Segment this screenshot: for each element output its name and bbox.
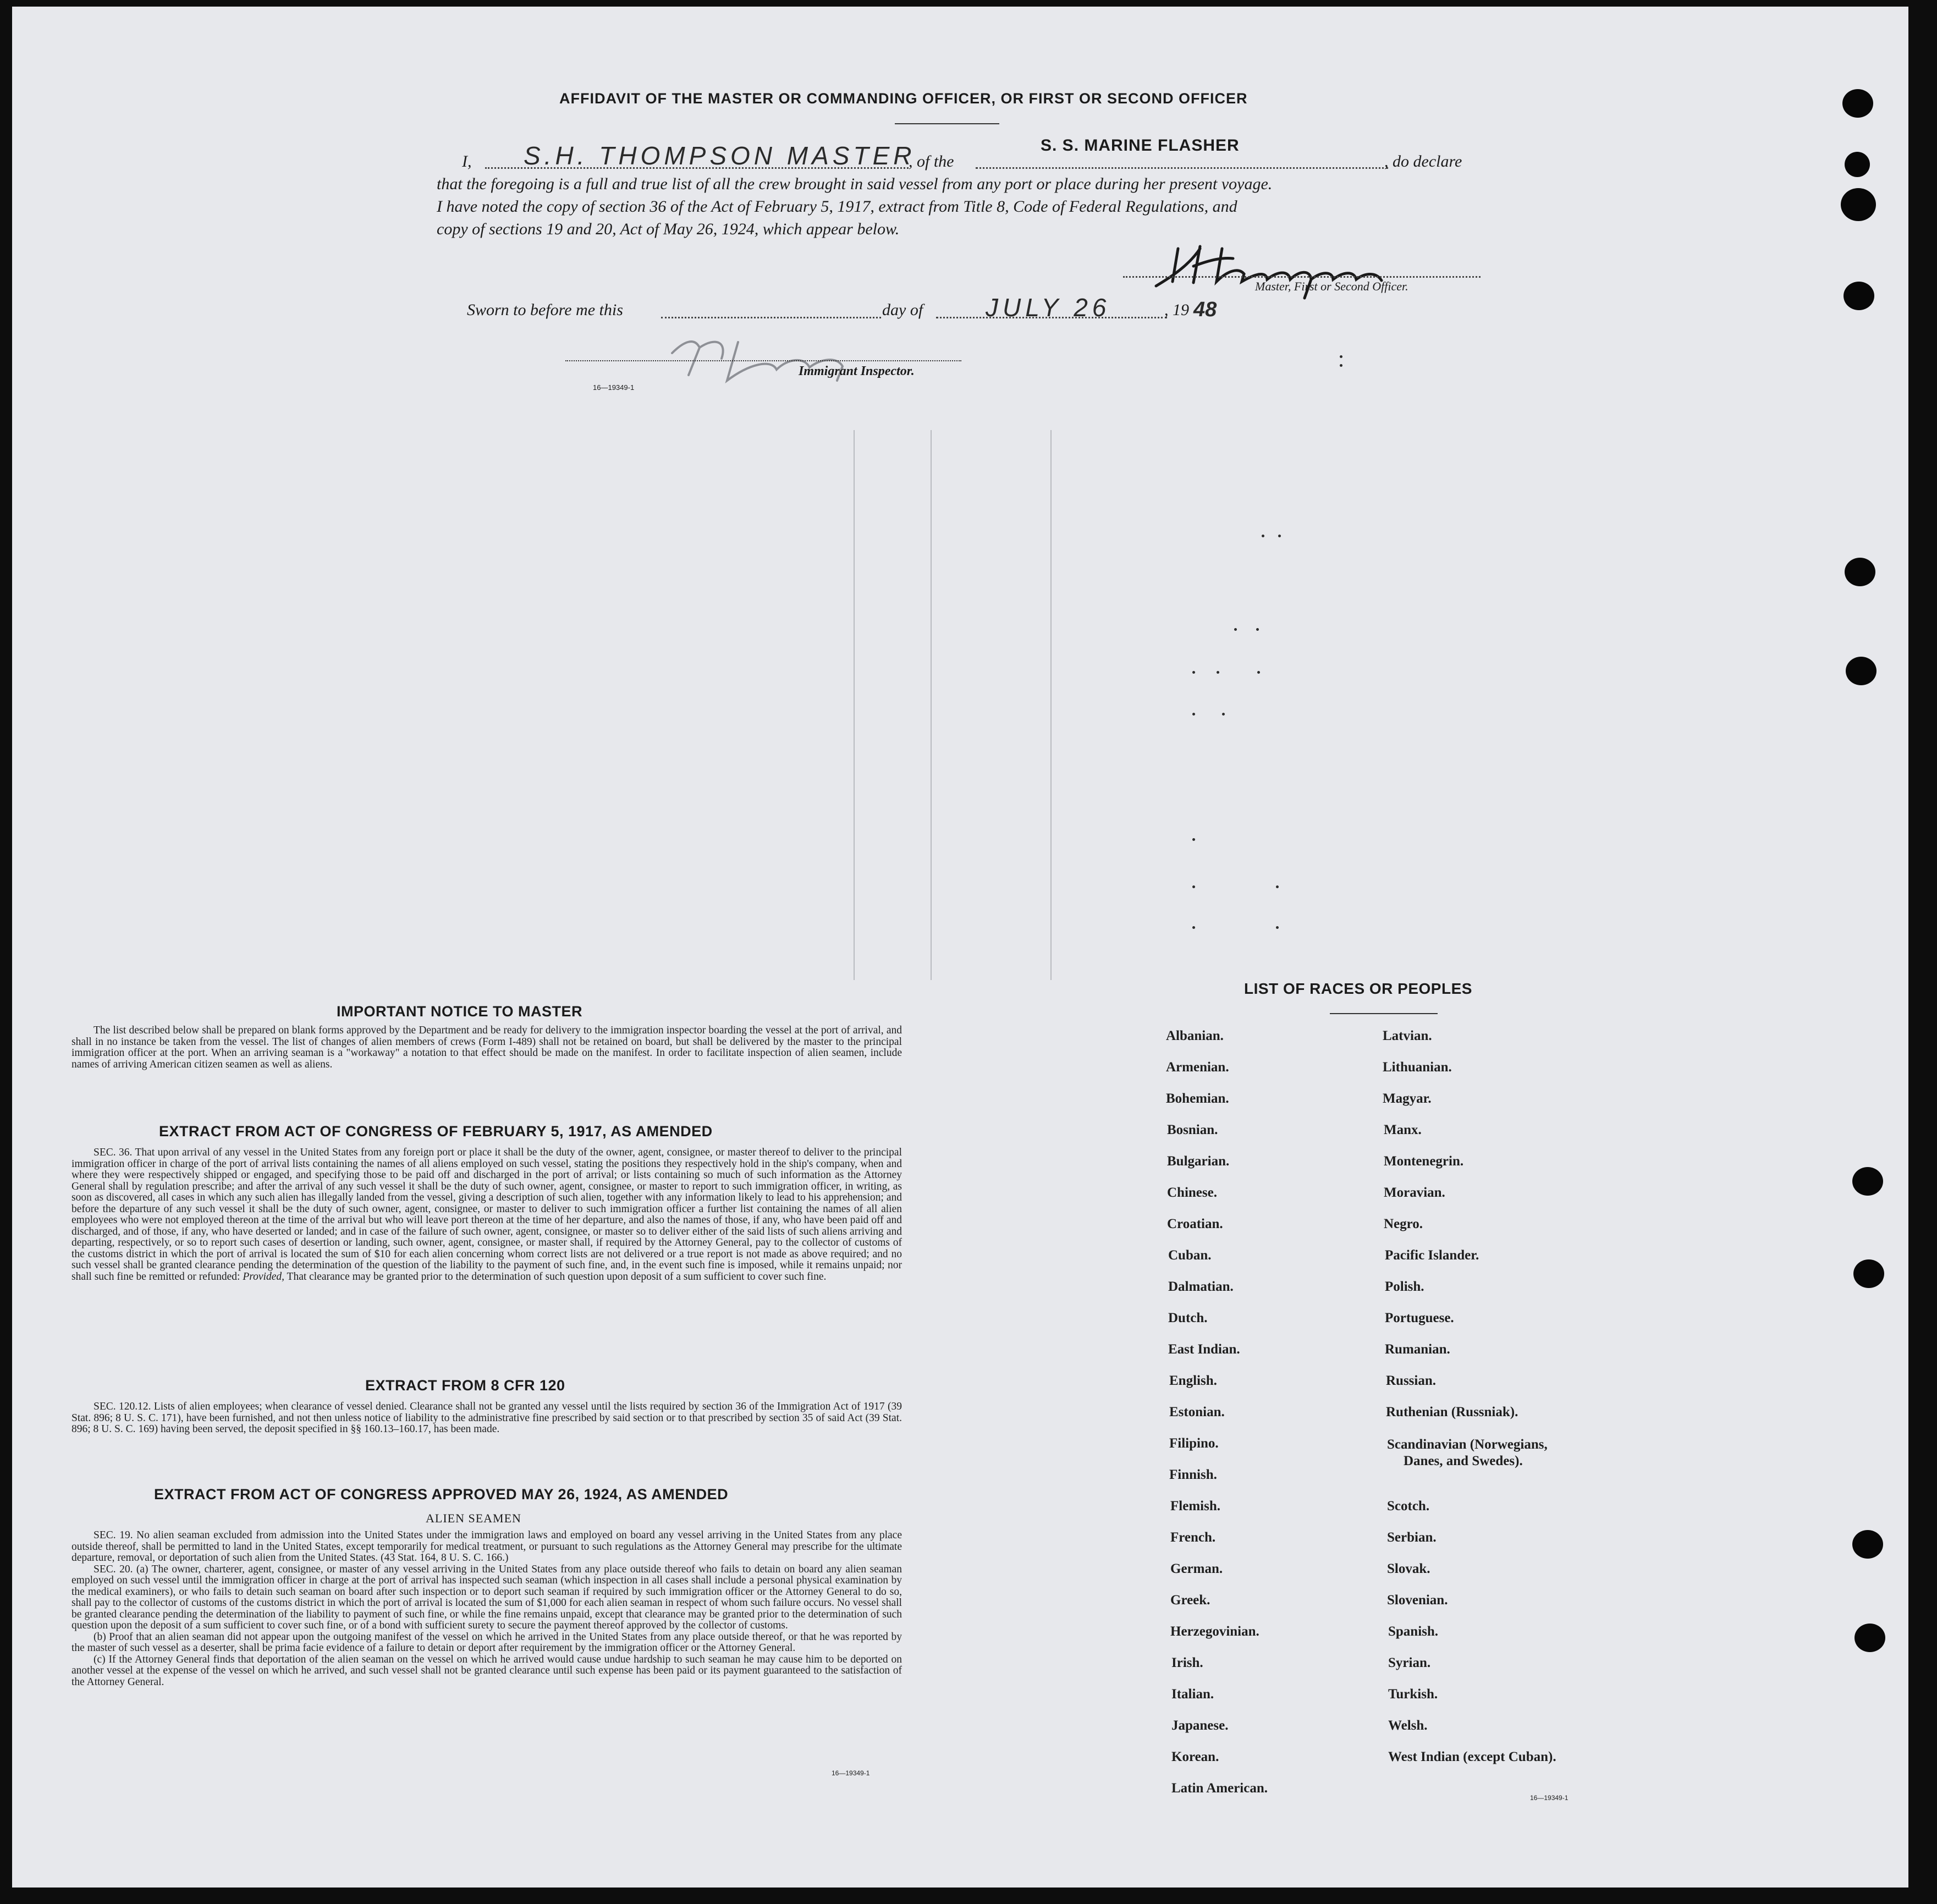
race-left: Italian. (1171, 1687, 1214, 1702)
race-right: Spanish. (1388, 1624, 1439, 1639)
race-left: Chinese. (1167, 1185, 1217, 1200)
inspector-line (565, 360, 961, 361)
affidavit-line-2: that the foregoing is a full and true list of all the crew brought in said vessel from any port or place during her present voyage. (437, 175, 1273, 193)
speck (1276, 926, 1279, 929)
races-title-rule (1330, 1013, 1438, 1014)
speck (1192, 713, 1195, 716)
race-left: Croatian. (1167, 1217, 1223, 1231)
speck (1340, 364, 1342, 367)
sworn-label: Sworn to before me this (467, 301, 623, 319)
race-left: Armenian. (1166, 1060, 1229, 1075)
extract-1924-subtitle: ALIEN SEAMEN (426, 1511, 521, 1525)
race-right: Lithuanian. (1383, 1060, 1452, 1075)
proviso-word: Provided, (243, 1270, 284, 1283)
race-right: Slovenian. (1387, 1593, 1448, 1608)
race-right: Pacific Islander. (1385, 1248, 1479, 1263)
race-right: Rumanian. (1385, 1342, 1450, 1357)
race-left: Dalmatian. (1168, 1279, 1234, 1294)
race-right: Danes, and Swedes). (1404, 1454, 1523, 1468)
speck (1276, 885, 1279, 888)
punch-hole (1852, 1167, 1883, 1196)
race-left: English. (1169, 1373, 1217, 1388)
proviso-text: That clearance may be granted prior to the determination of such question upon deposit of a sum sufficient to cover such fine. (287, 1270, 827, 1283)
affidavit-title: AFFIDAVIT OF THE MASTER OR COMMANDING OFFICER, OR FIRST OR SECOND OFFICER (559, 90, 1248, 107)
affidavit-line-3: I have noted the copy of section 36 of the Act of February 5, 1917, extract from Title 8, Code of Federal Regulations, and (437, 197, 1237, 216)
title-rule (895, 123, 999, 124)
sec-19-text: SEC. 19. No alien seaman excluded from admission into the United States under the immigration laws and employed on board any vessel arriving in the United States from any place outside thereof, shall be permitted to land in the United States, except temporarily for medical treatment, or pursuant to such regulations as the Attorney General may prescribe for the ultimate departure, removal, or deportation of such alien from the United States. (43 Stat. 164, 8 U. S. C. 166.) (71, 1529, 902, 1564)
notice-title: IMPORTANT NOTICE TO MASTER (337, 1003, 582, 1020)
races-title: LIST OF RACES OR PEOPLES (1244, 980, 1472, 997)
punch-hole (1842, 89, 1873, 118)
form-number-right: 16—19349-1 (1530, 1794, 1569, 1802)
race-right: Manx. (1384, 1122, 1422, 1137)
notice-paragraph: The list described below shall be prepared on blank forms approved by the Department and be ready for delivery to the immigration inspector boarding the vessel at the port of arrival, and shall in no instance be taken from the vessel. The list of changes of alien members of crews (Form I-489) shall not be retained on board, but shall be delivered by the master to the principal immigration officer at the port. When an arriving seaman is a "workaway" a notation to that effect should be made on the manifest. In order to facilitate inspection of alien seamen, include names of arriving American citizen seamen as well as aliens. (71, 1025, 902, 1070)
column-rule (1050, 430, 1052, 980)
race-left: Dutch. (1168, 1311, 1208, 1325)
race-left: Latin American. (1171, 1781, 1268, 1796)
punch-hole (1855, 1624, 1885, 1652)
speck (1192, 838, 1195, 841)
vessel-name-line (976, 167, 1388, 169)
extract-1924-body (71, 1530, 902, 1688)
extract-cfr-title: EXTRACT FROM 8 CFR 120 (365, 1377, 565, 1394)
affidavit-line-4: copy of sections 19 and 20, Act of May 26, 1924, which appear below. (437, 220, 900, 238)
race-left: Finnish. (1169, 1467, 1217, 1482)
race-right: Latvian. (1383, 1028, 1432, 1043)
race-right: West Indian (except Cuban). (1388, 1749, 1556, 1764)
race-right: Turkish. (1388, 1687, 1438, 1702)
race-left: Bosnian. (1167, 1122, 1218, 1137)
speck (1340, 355, 1342, 358)
race-right: Magyar. (1383, 1091, 1432, 1106)
race-right: Welsh. (1388, 1718, 1428, 1733)
race-right: Negro. (1384, 1217, 1423, 1231)
sec-20c-text: (c) If the Attorney General finds that deportation of the alien seaman on the vessel on which he arrived would cause undue hardship to such seaman he may cause him to be deported on another vessel at the expense of the vessel on which he arrived, and such vessel shall not be granted clearance until such expense has been paid or its payment guaranteed to the satisfaction of the Attorney General. (71, 1653, 902, 1688)
race-right: Scandinavian (Norwegians, (1387, 1437, 1548, 1452)
speck (1192, 671, 1195, 674)
extract-cfr-body (71, 1401, 902, 1435)
master-name[interactable]: S.H. THOMPSON MASTER (524, 141, 916, 170)
punch-hole (1852, 1530, 1883, 1559)
race-left: Bohemian. (1166, 1091, 1229, 1106)
sec-20b-text: (b) Proof that an alien seaman did not appear upon the outgoing manifest of the vessel on which he arrived in the United States from any place outside thereof, or that he was reported by the master of such vessel as a deserter, shall be prima facie evidence of a failure to detain or deport after requirement by the immigration officer or the Attorney General. (71, 1631, 902, 1654)
extract-1917-body (71, 1147, 902, 1283)
extract-cfr-text: SEC. 120.12. Lists of alien employees; when clearance of vessel denied. Clearance shall not be granted any vessel until the lists required by section 36 of the Immigration Act of 1917 (39 Stat. 896; 8 U. S. C. 171), have been furnished, and not then unless notice of liability to the administrative fine prescribed by said section or to that prescribed by section 35 of said Act (39 Stat. 896; 8 U. S. C. 169) having been served, the deposit specified in §§ 160.13–160.17, has been made. (71, 1401, 902, 1435)
extract-1924-title: EXTRACT FROM ACT OF CONGRESS APPROVED MAY 26, 1924, AS AMENDED (154, 1486, 729, 1503)
punch-hole (1844, 282, 1874, 310)
sworn-date[interactable]: JULY 26 (986, 293, 1111, 322)
inspector-label: Immigrant Inspector. (799, 364, 915, 378)
speck (1222, 713, 1225, 716)
speck (1257, 671, 1260, 674)
race-left: Irish. (1171, 1655, 1203, 1670)
speck (1262, 535, 1264, 537)
race-right: Scotch. (1387, 1499, 1430, 1514)
vessel-name[interactable]: S. S. MARINE FLASHER (1041, 136, 1240, 155)
race-left: Albanian. (1166, 1028, 1224, 1043)
column-rule (854, 430, 855, 980)
form-number-top: 16—19349-1 (593, 383, 635, 392)
punch-hole (1845, 152, 1870, 177)
column-rule (931, 430, 932, 980)
notice-text (71, 1025, 902, 1070)
race-right: Ruthenian (Russniak). (1386, 1405, 1518, 1419)
master-signature (1140, 227, 1448, 309)
affidavit-do-declare: , do declare (1384, 152, 1462, 170)
document-page (12, 7, 1908, 1888)
speck (1192, 926, 1195, 929)
speck (1217, 671, 1219, 674)
speck (1234, 628, 1237, 631)
race-left: German. (1170, 1561, 1223, 1576)
affidavit-i: I, (462, 152, 472, 170)
race-right: Portuguese. (1385, 1311, 1454, 1325)
year-prefix: , 19 (1164, 301, 1189, 319)
extract-1917-title: EXTRACT FROM ACT OF CONGRESS OF FEBRUARY 5, 1917, AS AMENDED (159, 1123, 713, 1140)
sec-20a-text: SEC. 20. (a) The owner, charterer, agent, consignee, or master of any vessel arriving in the United States from any place outside thereof who fails to detain on board any alien seaman employed on such vessel until the immigration officer in charge at the port of arrival has inspected such seaman (which inspection in all cases shall include a personal physical examination by the medical examiners), or who fails to detain such seaman on board after such inspection or to deport such seaman if required by such immigration officer or the Attorney General to do so, shall pay to the collector of customs of the customs district in which the port of arrival is located the sum of $1,000 for each alien seaman in respect of whom such failure occurs. No vessel shall be granted clearance pending the determination of the liability to payment of such fine, or while the fine remains unpaid, except that clearance may be granted prior to the determination of such question upon the deposit of a sum sufficient to cover such fine, or of a bond with sufficient surety to secure the payment thereof approved by the collector of customs. (71, 1563, 902, 1631)
race-right: Serbian. (1387, 1530, 1437, 1545)
day-of-label: day of (882, 301, 923, 319)
inspector-signature (661, 320, 892, 392)
race-right: Polish. (1385, 1279, 1424, 1294)
race-right: Moravian. (1384, 1185, 1445, 1200)
race-left: Filipino. (1169, 1436, 1219, 1451)
race-left: Herzegovinian. (1170, 1624, 1259, 1639)
sworn-day-line (661, 317, 881, 318)
punch-hole (1841, 188, 1876, 221)
speck (1278, 535, 1281, 537)
punch-hole (1853, 1259, 1884, 1288)
race-left: East Indian. (1168, 1342, 1240, 1357)
race-right: Russian. (1386, 1373, 1437, 1388)
signature-caption: Master, First or Second Officer. (1255, 279, 1408, 293)
race-right: Montenegrin. (1384, 1154, 1464, 1169)
race-left: Estonian. (1169, 1405, 1225, 1419)
affidavit-of-the: , of the (909, 152, 954, 170)
punch-hole (1845, 558, 1875, 586)
punch-hole (1846, 657, 1877, 685)
race-right: Syrian. (1388, 1655, 1431, 1670)
race-left: French. (1170, 1530, 1216, 1545)
extract-1917-text: SEC. 36. That upon arrival of any vessel in the United States from any foreign port or place it shall be the duty of the owner, agent, consignee, or master thereof to deliver to the principal immigration officer in charge of the port of arrival lists containing the names of all aliens employed on such vessel, stating the positions they respectively hold in the ship's company, when and where they were respectively shipped or engaged, and specifying those to be paid off and discharged in the port of arrival; or lists containing so much of such information as the Attorney General shall by regulation prescribe; and after the arrival of any such vessel it shall be the duty of such owner, agent, consignee, or master to report to such immigration officer, in writing, as soon as discovered, all cases in which any such alien has illegally landed from the vessel, giving a description of such alien, together with any information likely to lead to his apprehension; and before the departure of any such vessel it shall be the duty of such owner, agent, consignee, or master to deliver to such immigration officer a further list containing the names of all alien employees who were not employed thereon at the time of the arrival but who will leave port thereon at the time of her departure, and also the names of those, if any, who have been paid off and discharged, and of those, if any, who have deserted or landed; and in case of the failure of such owner, agent, consignee, or master so to deliver either of the said lists of such aliens arriving and departing, respectively, or so to report such cases of desertion or landing, such owner, agent, consignee, or master shall, if required by the Attorney General, pay to the collector of customs of the customs district in which the port of arrival is located the sum of $10 for each alien concerning whom correct lists are not delivered or a true report is not made as above required; and no such vessel shall be granted clearance pending the determination of the question of the liability to the payment of such fine, and, in the event such fine is imposed, while it remains unpaid; nor shall such fine be remitted or refunded: (71, 1147, 902, 1283)
race-left: Japanese. (1171, 1718, 1229, 1733)
race-left: Flemish. (1170, 1499, 1220, 1514)
form-number-left: 16—19349-1 (832, 1769, 870, 1777)
race-left: Greek. (1170, 1593, 1210, 1608)
race-left: Bulgarian. (1167, 1154, 1230, 1169)
race-right: Slovak. (1387, 1561, 1430, 1576)
year-suffix[interactable]: 48 (1193, 298, 1217, 321)
signature-line (1123, 276, 1481, 278)
race-left: Cuban. (1168, 1248, 1212, 1263)
race-left: Korean. (1171, 1749, 1219, 1764)
speck (1192, 885, 1195, 888)
speck (1256, 628, 1259, 631)
